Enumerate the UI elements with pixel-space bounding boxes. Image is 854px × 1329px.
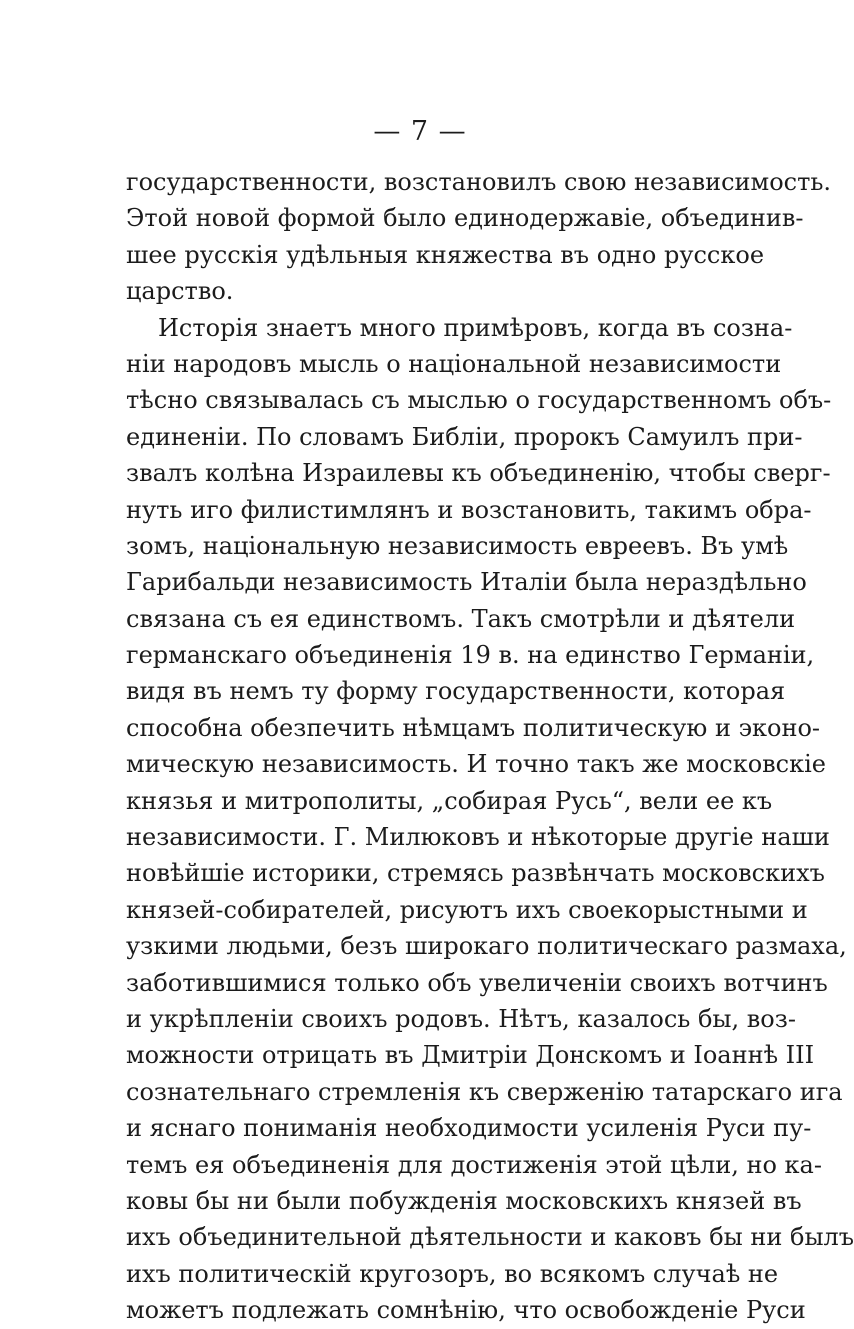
text-line: князей-собирателей, рисуютъ ихъ своекорыстными и bbox=[126, 895, 808, 924]
text-line: нуть иго филистимлянъ и возстановить, такимъ обра- bbox=[126, 495, 812, 524]
paragraph-1 bbox=[126, 164, 832, 310]
text-line: мическую независимость. И точно такъ же московскіе bbox=[126, 750, 826, 779]
text-line: германскаго объединенія 19 в. на единство Германіи, bbox=[126, 641, 815, 670]
text-line: можетъ подлежать сомнѣнію, что освобожденіе Руси bbox=[126, 1296, 806, 1325]
text-line: способна обезпечить нѣмцамъ политическую и эконо- bbox=[126, 713, 821, 742]
text-line: заботившимися только объ увеличеніи своихъ вотчинъ bbox=[126, 968, 828, 997]
text-line: ніи народовъ мысль о національной независимости bbox=[126, 349, 782, 378]
text-line: связана съ ея единствомъ. Такъ смотрѣли и дѣятели bbox=[126, 604, 796, 633]
text-line: темъ ея объединенія для достиженія этой цѣли, но ка- bbox=[126, 1150, 822, 1179]
text-line: единеніи. По словамъ Библіи, пророкъ Самуилъ при- bbox=[126, 422, 803, 451]
text-line: царство. bbox=[126, 277, 234, 306]
text-line: независимости. Г. Милюковъ и нѣкоторые другіе наши bbox=[126, 823, 830, 852]
text-line: ковы бы ни были побужденія московскихъ князей въ bbox=[126, 1186, 802, 1215]
text-line: государственности, возстановилъ свою независимость. bbox=[126, 168, 832, 196]
page-number: — 7 — bbox=[373, 116, 467, 147]
text-line: зомъ, національную независимость евреевъ. Въ умѣ bbox=[126, 531, 789, 560]
text-line: ихъ политическій кругозоръ, во всякомъ случаѣ не bbox=[126, 1259, 779, 1288]
text-line: Гарибальди независимость Италіи была нераздѣльно bbox=[126, 568, 807, 597]
text-line: Этой новой формой было единодержавіе, объединив- bbox=[126, 204, 804, 233]
text-line: новѣйшіе историки, стремясь развѣнчать московскихъ bbox=[126, 859, 825, 888]
body-text bbox=[126, 164, 854, 1329]
text-line: ихъ объединительной дѣятельности и каковъ бы ни былъ bbox=[126, 1223, 854, 1252]
text-line: Исторія знаетъ много примѣровъ, когда въ созна- bbox=[158, 313, 793, 342]
text-line: и укрѣпленіи своихъ родовъ. Нѣтъ, казалось бы, воз- bbox=[126, 1004, 796, 1033]
paragraph-2 bbox=[126, 310, 854, 1329]
text-line: видя въ немъ ту форму государственности, которая bbox=[126, 677, 786, 706]
text-line: звалъ колѣна Израилевы къ объединенію, чтобы сверг- bbox=[126, 459, 831, 488]
text-line: сознательнаго стремленія къ сверженію татарскаго ига bbox=[126, 1077, 843, 1106]
text-line: шее русскія удѣльныя княжества въ одно русское bbox=[126, 240, 765, 269]
text-line: и яснаго пониманія необходимости усиленія Руси пу- bbox=[126, 1114, 812, 1143]
text-line: князья и митрополиты, „собирая Русь“, вели ее къ bbox=[126, 786, 773, 815]
text-line: узкими людьми, безъ широкаго политическаго размаха, bbox=[126, 932, 847, 961]
text-line: тѣсно связывалась съ мыслью о государственномъ объ- bbox=[126, 386, 832, 415]
text-line: можности отрицать въ Дмитріи Донскомъ и Іоаннѣ III bbox=[126, 1041, 815, 1070]
